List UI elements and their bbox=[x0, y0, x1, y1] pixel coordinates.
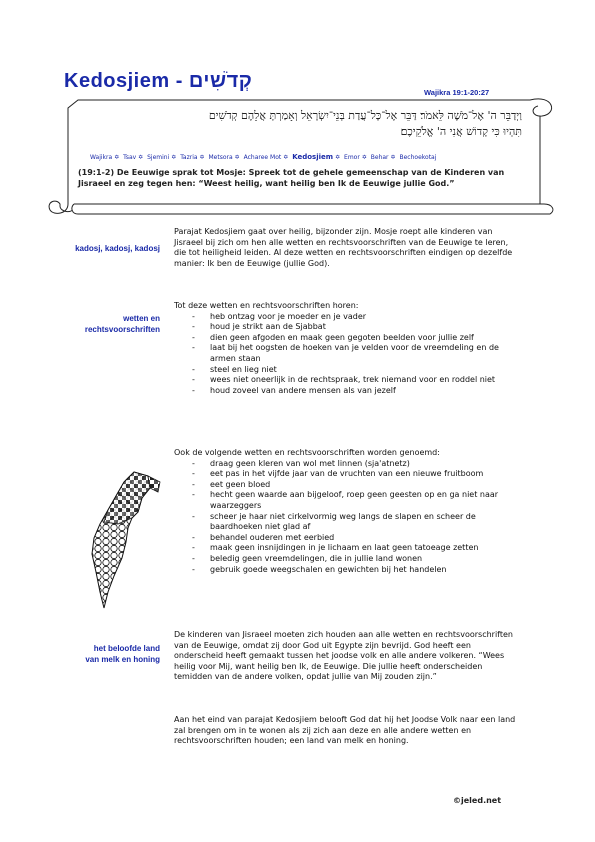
parasha-link-metsora[interactable]: Metsora bbox=[208, 154, 233, 161]
laws-section-2 bbox=[174, 448, 522, 575]
intro-paragraph: Parajat Kedosjiem gaat over heilig, bijzonder zijn. Mosje roept alle kinderen van Jisraeel bij zich om hen alle wetten en rechtsvoorschriften van de Eeuwige te leren, die tot heiligheid leiden. Al deze wetten en rechtsvoorschriften eindigen op dezelfde manier: Ik ben de Eeuwige (jullie God). bbox=[174, 227, 513, 268]
chosen-people-paragraph: De kinderen van Jisraeel moeten zich houden aan alle wetten en rechtsvoorschriften van de Eeuwige, omdat zij door God uit Egypte zijn bevrijd. God heeft een onderscheid heeft gemaakt tussen het joodse volk en alle andere volkeren. “Wees heilig voor Mij, want heilig ben Ik, de Eeuwige. Die jullie heeft onderscheiden temidden van de andere volken, opdat jullie van Mij zouden zijn.” bbox=[174, 630, 513, 682]
list-item: - wees niet oneerlijk in de rechtspraak, trek niemand voor en roddel niet bbox=[174, 375, 522, 386]
list-item: - eet geen bloed bbox=[174, 480, 522, 491]
parasha-link-wajikra[interactable]: Wajikra bbox=[90, 154, 113, 161]
list-item: - heb ontzag voor je moeder en je vader bbox=[174, 312, 522, 323]
list-item: - houd je strikt aan de Sjabbat bbox=[174, 322, 522, 333]
list-item: - gebruik goede weegschalen en gewichten bij het handelen bbox=[174, 565, 522, 576]
laws-list-2 bbox=[174, 459, 522, 576]
list-item: - houd zoveel van andere mensen als van jezelf bbox=[174, 386, 522, 397]
list-item: - scheer je haar niet cirkelvormig weg langs de slapen en scheer de baardhoeken niet glad af bbox=[174, 512, 522, 533]
laws-intro: Ook de volgende wetten en rechtsvoorschriften worden genoemd: bbox=[174, 448, 440, 457]
star-icon: ✡ bbox=[234, 154, 240, 161]
laws-list-1 bbox=[174, 312, 522, 397]
parasha-reference: Wajikra 19:1-20:27 bbox=[424, 88, 490, 97]
list-item: - dien geen afgoden en maak geen gegoten beelden voor jullie zelf bbox=[174, 333, 522, 344]
parasha-link-behar[interactable]: Behar bbox=[370, 154, 389, 161]
list-item: - maak geen insnijdingen in je lichaam en laat geen tatoeage zetten bbox=[174, 543, 522, 554]
map-north-texture bbox=[104, 472, 150, 524]
star-icon: ✡ bbox=[335, 154, 341, 161]
list-item: - behandel ouderen met eerbied bbox=[174, 533, 522, 544]
promised-land-paragraph: Aan het eind van parajat Kedosjiem belooft God dat hij het Joodse Volk naar een land zal brengen om in te wonen als zij zich aan deze en alle andere wetten en rechtsvoorschriften houden; een land van melk en honing. bbox=[174, 715, 516, 746]
dutch-verse: (19:1-2) De Eeuwige sprak tot Mosje: Spreek tot de gehele gemeenschap van de Kinderen van Jisraeel en zeg tegen hen: “Weest heilig, want heilig ben Ik de Eeuwige jullie God.” bbox=[78, 168, 505, 188]
star-icon: ✡ bbox=[390, 154, 396, 161]
side-heading-line: het beloofde land bbox=[93, 644, 160, 653]
page-title: Kedosjiem - קְדֹשִׁים bbox=[64, 70, 253, 92]
side-heading-line: van melk en honing bbox=[85, 655, 160, 664]
parasha-link-tazria[interactable]: Tazria bbox=[180, 154, 198, 161]
parasha-link-bechoekotaj[interactable]: Bechoekotaj bbox=[399, 154, 437, 161]
parasha-link-emor[interactable]: Emor bbox=[344, 154, 360, 161]
laws-intro: Tot deze wetten en rechtsvoorschriften horen: bbox=[174, 301, 359, 310]
israel-honeycomb-map-image bbox=[78, 468, 168, 613]
list-item: - laat bij het oogsten de hoeken van je velden voor de vreemdeling en de armen staan bbox=[174, 343, 522, 364]
star-icon: ✡ bbox=[138, 154, 144, 161]
star-icon: ✡ bbox=[283, 154, 289, 161]
parasha-link-kedosjiem[interactable]: Kedosjiem bbox=[292, 153, 334, 161]
parasha-link-tsav[interactable]: Tsav bbox=[123, 154, 137, 161]
list-item: - eet pas in het vijfde jaar van de vruchten van een nieuwe fruitboom bbox=[174, 469, 522, 480]
star-icon: ✡ bbox=[361, 154, 367, 161]
list-item: - steel en lieg niet bbox=[174, 365, 522, 376]
copyright-footer[interactable]: ©jeled.net bbox=[453, 796, 502, 805]
list-item: - hecht geen waarde aan bijgeloof, roep geen geesten op en ga niet naar waarzeggers bbox=[174, 490, 522, 511]
parasha-link-acharee-mot[interactable]: Acharee Mot bbox=[243, 154, 282, 161]
parasha-link-sjemini[interactable]: Sjemini bbox=[147, 154, 170, 161]
side-heading-kadosj: kadosj, kadosj, kadosj bbox=[75, 244, 160, 253]
star-icon: ✡ bbox=[171, 154, 177, 161]
hebrew-verse bbox=[92, 108, 522, 140]
hebrew-line-1: וַיְדַבֵּר ה' אֶל־מֹשֶׁה לֵּאמֹר׃ דַּבֵּר אֶל־כָּל־עֲדַת בְּנֵי־יִשְׂרָאֵל וְאָמַרְתָּ אֲלֵהֶם קְדֹשִׁים bbox=[208, 109, 522, 122]
side-heading-beloofde-land bbox=[50, 643, 160, 665]
side-heading-line: wetten en bbox=[123, 314, 160, 323]
star-icon: ✡ bbox=[199, 154, 205, 161]
laws-section-1 bbox=[174, 301, 522, 396]
list-item: - beledig geen vreemdelingen, die in jullie land wonen bbox=[174, 554, 522, 565]
side-heading-line: rechtsvoorschriften bbox=[84, 325, 160, 334]
star-icon: ✡ bbox=[114, 154, 120, 161]
list-item: - draag geen kleren van wol met linnen (sja'atnetz) bbox=[174, 459, 522, 470]
side-heading-wetten bbox=[50, 313, 160, 335]
parasha-navigation bbox=[90, 153, 530, 161]
hebrew-line-2: תִּהְיוּ כִּי קָדוֹשׁ אֲנִי ה' אֱלֹקֵיכֶם׃ bbox=[400, 125, 522, 138]
